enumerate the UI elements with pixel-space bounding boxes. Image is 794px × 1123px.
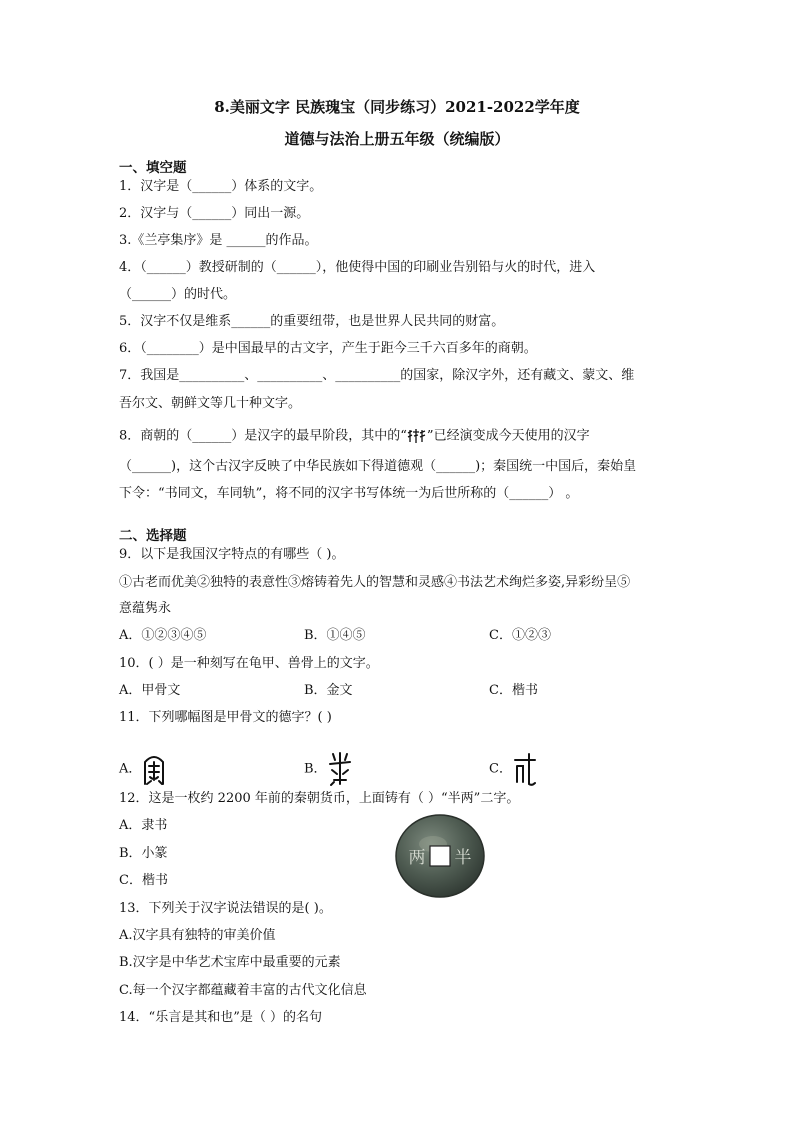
oracle-glyph-icon [407,428,427,444]
oracle-de-glyph-c-icon [512,750,538,788]
question-9: 9．以下是我国汉字特点的有哪些（ )。 [119,547,345,562]
question-11: 11．下列哪幅图是甲骨文的德字？( ) [119,710,332,725]
q11-option-b[interactable] [304,750,353,788]
q13-option-c[interactable]: C.每一个汉字都蕴藏着丰富的古代文化信息 [119,983,367,998]
q10-option-b[interactable]: B．金文 [304,683,353,698]
coin-char-ban: 半 [454,848,472,868]
q11-option-a[interactable] [119,750,167,788]
q9-option-c[interactable]: C．①②③ [489,628,551,643]
q12-option-b[interactable]: B．小篆 [119,846,168,861]
q11-option-c-label: C． [489,761,512,777]
question-2: 2．汉字与（______）同出一源。 [119,206,310,221]
title-line-1: 8.美丽文字 民族瑰宝（同步练习）2021-2022学年度 [214,98,580,116]
question-8-text-a: 8．商朝的（______）是汉字的最早阶段，其中的“ [119,428,407,444]
q9-option-a[interactable]: A．①②③④⑤ [119,628,207,643]
title-line-2: 道德与法治上册五年级（统编版） [284,130,510,148]
q9-option-b[interactable]: B．①④⑤ [304,628,366,643]
question-8-text-b: ”已经演变成今天使用的汉字 [426,428,590,444]
question-7-line-1: 7．我国是__________、__________、__________的国家，除汉字外，还有藏文、蒙文、维 [119,368,635,383]
q11-option-b-label: B． [304,761,327,777]
question-14: 14．“乐言是其和也”是（ ）的名句 [119,1010,322,1025]
question-7-line-2: 吾尔文、朝鲜文等几十种文字。 [119,396,302,411]
question-8-line-3: 下令：“书同文，车同轨”，将不同的汉字书写体统一为后世所称的（______） 。 [119,486,579,501]
question-12: 12．这是一枚约 2200 年前的秦朝货币，上面铸有（ ）“半两”二字。 [119,791,520,806]
question-10: 10．( ）是一种刻写在龟甲、兽骨上的文字。 [119,656,379,671]
question-6: 6．（________）是中国最早的古文字，产生于距今三千六百多年的商朝。 [119,341,537,356]
question-4-line-1: 4．（______）教授研制的（______），他使得中国的印刷业告别铅与火的时代，进入 [119,260,596,275]
question-5: 5．汉字不仅是维系______的重要纽带，也是世界人民共同的财富。 [119,314,505,329]
q13-option-b[interactable]: B.汉字是中华艺术宝库中最重要的元素 [119,955,341,970]
question-4-line-2: （______）的时代。 [119,287,237,302]
question-13: 13．下列关于汉字说法错误的是( )。 [119,901,332,916]
question-1: 1．汉字是（______）体系的文字。 [119,179,323,194]
q11-option-a-label: A． [119,761,142,777]
oracle-de-glyph-a-icon [141,750,167,788]
section-heading-choice: 二、选择题 [119,528,187,544]
q10-option-c[interactable]: C．楷书 [489,683,538,698]
question-3: 3.《兰亭集序》是 ______的作品。 [119,233,318,248]
question-9-detail-2: 意蕴隽永 [119,601,172,616]
question-9-detail-1: ①古老而优美②独特的表意性③熔铸着先人的智慧和灵感④书法艺术绚烂多姿,异彩纷呈⑤ [119,575,631,590]
coin-char-liang: 两 [408,848,426,868]
q12-option-a[interactable]: A．隶书 [119,818,168,833]
q11-option-c[interactable] [489,750,538,788]
oracle-de-glyph-b-icon [327,750,353,788]
q12-option-c[interactable]: C．楷书 [119,873,168,888]
qin-coin-image [395,814,485,898]
question-8-line-1 [119,428,679,445]
question-8-line-2: （______)，这个古汉字反映了中华民族如下得道德观（______)；秦国统一中国后，秦始皇 [119,459,637,474]
q10-option-a[interactable]: A．甲骨文 [119,683,181,698]
section-heading-fill-blank: 一、填空题 [119,160,187,176]
q13-option-a[interactable]: A.汉字具有独特的审美价值 [119,928,276,943]
